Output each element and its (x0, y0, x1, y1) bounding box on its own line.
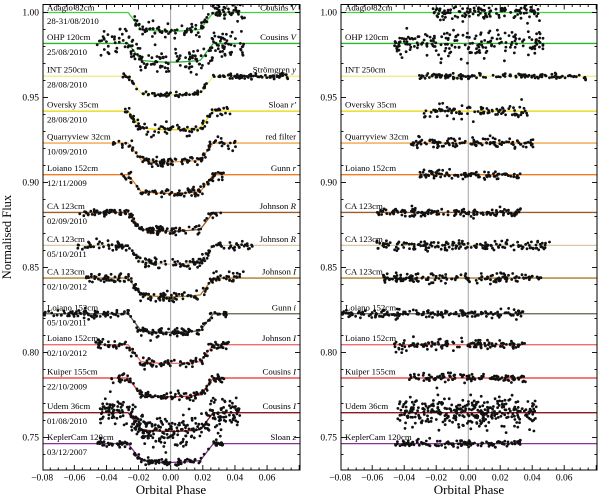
y-tick-label: 0.85 (22, 263, 39, 274)
data-points (394, 437, 522, 449)
series-date-label: 02/10/2012 (47, 281, 88, 292)
series-telescope-label: KeplerCam 120cm (345, 432, 412, 443)
x-tick-label: −0.02 (425, 473, 448, 484)
series-telescope-label: Loiano 152cm (47, 163, 99, 174)
series-telescope-label: Loiano 152cm (47, 333, 99, 344)
x-tick-label: −0.02 (127, 473, 150, 484)
series-telescope-label: CA 123cm (47, 266, 85, 277)
data-points (85, 270, 245, 303)
x-tick-label: 0.06 (555, 473, 573, 484)
series-date-label: 22/10/2009 (47, 381, 88, 392)
series-filter-label: Cousins V (260, 31, 296, 42)
series-date-label: 12/11/2009 (47, 178, 87, 189)
series-filter-label: Gunn r (270, 163, 296, 174)
series-filter-label: Sloan z (270, 432, 296, 443)
series-telescope-label: CA 123cm (47, 233, 85, 244)
x-tick-label: −0.06 (361, 473, 384, 484)
series-telescope-label: CA 123cm (345, 200, 383, 211)
data-points (76, 237, 253, 270)
generated-chart-content (22, 1, 597, 484)
series-date-label: 28/08/2010 (47, 114, 88, 125)
y-tick-label: 0.75 (22, 433, 39, 444)
series-date-label: 01/08/2010 (47, 416, 88, 427)
series-filter-label: Cousins I (262, 401, 296, 412)
series-date-label: 02/10/2012 (47, 348, 88, 359)
series-filter-label: Johnson I (262, 333, 296, 344)
x-tick-label: 0.04 (226, 473, 244, 484)
x-tick-label: 0.02 (491, 473, 509, 484)
series-filter-label: Gunn i (271, 302, 296, 313)
x-axis-title-left-panel: Orbital Phase (135, 482, 207, 497)
series-telescope-label: Oversky 35cm (345, 99, 397, 110)
x-tick-label: −0.06 (63, 473, 86, 484)
series-telescope-label: Loiano 152cm (345, 163, 397, 174)
series-telescope-label: KeplerCam 120cm (47, 432, 114, 443)
series-filter-label: Johnson R (259, 200, 296, 211)
series-telescope-label: Kuiper 155cm (47, 366, 98, 377)
series-telescope-label: Udem 36cm (47, 401, 91, 412)
x-tick-label: 0.06 (258, 473, 276, 484)
data-points (410, 134, 535, 150)
series-telescope-label: CA 123cm (345, 266, 383, 277)
series-telescope-label: Quarryview 32cm (345, 131, 409, 142)
series-telescope-label: Udem 36cm (345, 401, 389, 412)
x-tick-label: 0.00 (459, 473, 477, 484)
x-axis-title-right-panel: Orbital Phase (433, 482, 505, 497)
series-telescope-label: OHP 120cm (47, 31, 91, 42)
data-points (376, 205, 522, 220)
series-date-label: 25/08/2010 (47, 46, 88, 57)
series-date-label: 02/09/2010 (47, 215, 88, 226)
y-tick-label: 1.00 (22, 8, 39, 19)
series-telescope-label: INT 250cm (345, 64, 386, 75)
x-tick-label: 0.02 (194, 473, 212, 484)
series-telescope-label: CA 123cm (47, 200, 85, 211)
x-tick-label: 0.04 (523, 473, 541, 484)
y-tick-label: 0.95 (320, 93, 337, 104)
data-points (396, 387, 537, 435)
series-filter-label: Johnson I (262, 266, 296, 277)
series-date-label: 03/12/2007 (47, 447, 88, 458)
data-points (78, 208, 222, 236)
series-telescope-label: Kuiper 155cm (345, 366, 396, 377)
data-points (393, 27, 544, 65)
series-telescope-label: Adagio 82cm (47, 2, 95, 13)
series-date-label: 05/10/2011 (47, 248, 87, 259)
y-axis-title: Normalised Flux (0, 194, 14, 280)
y-tick-label: 0.80 (22, 348, 39, 359)
x-tick-label: −0.08 (329, 473, 352, 484)
y-tick-label: 0.85 (320, 263, 337, 274)
series-telescope-label: OHP 120cm (345, 31, 389, 42)
y-tick-label: 0.75 (320, 433, 337, 444)
series-telescope-label: Loiano 152cm (345, 333, 397, 344)
series-filter-label: Cousins V (260, 2, 296, 13)
series-filter-label: Sloan r' (268, 99, 296, 110)
y-tick-label: 0.80 (320, 348, 337, 359)
series-telescope-label: Loiano 152cm (345, 302, 397, 313)
y-tick-label: 0.90 (22, 178, 39, 189)
series-filter-label: Johnson R (259, 233, 296, 244)
x-tick-label: −0.04 (393, 473, 416, 484)
data-points (94, 338, 230, 371)
series-filter-label: Cousins I (262, 366, 296, 377)
data-points (110, 372, 225, 402)
series-telescope-label: Quarryview 32cm (47, 131, 111, 142)
y-tick-label: 0.90 (320, 178, 337, 189)
series-telescope-label: Oversky 35cm (47, 99, 99, 110)
y-tick-label: 0.95 (22, 93, 39, 104)
series-filter-label: Strömgren y (252, 64, 296, 75)
series-telescope-label: INT 250cm (47, 64, 88, 75)
data-points (124, 106, 232, 139)
series-telescope-label: Loiano 152cm (47, 302, 99, 313)
series-telescope-label: Adagio 82cm (345, 2, 393, 13)
series-date-label: 05/10/2011 (47, 317, 87, 328)
x-tick-label: 0.00 (162, 473, 180, 484)
x-tick-label: −0.08 (31, 473, 54, 484)
y-tick-label: 1.00 (320, 8, 337, 19)
x-tick-label: −0.04 (95, 473, 118, 484)
series-date-label: 28/08/2010 (47, 79, 88, 90)
data-points (133, 3, 246, 40)
series-date-label: 28-31/08/2010 (47, 15, 99, 26)
series-filter-label: red filter (265, 131, 296, 142)
series-date-label: 10/09/2010 (47, 146, 88, 157)
data-points (112, 135, 237, 168)
series-telescope-label: CA 123cm (345, 233, 383, 244)
